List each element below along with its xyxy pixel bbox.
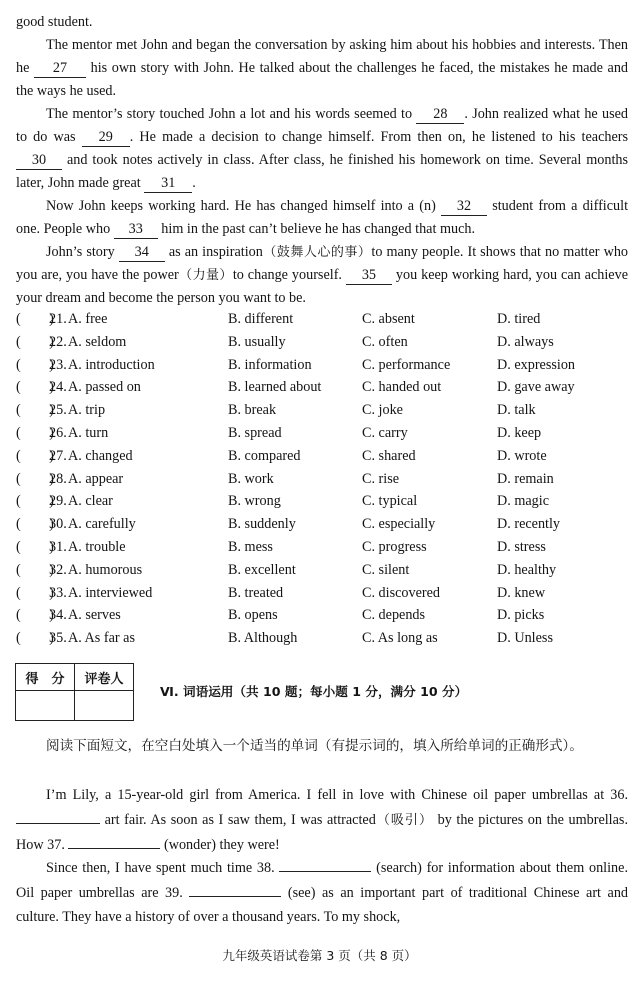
answer-paren[interactable]: ( )	[16, 470, 54, 487]
option-row	[16, 376, 628, 399]
question-number: 27.	[49, 447, 67, 464]
option-a: A. carefully	[68, 516, 136, 533]
option-row	[16, 559, 628, 582]
options-list	[16, 308, 628, 650]
option-d: D. healthy	[497, 561, 557, 578]
answer-paren[interactable]: ( )	[16, 516, 54, 533]
blank-39[interactable]	[189, 896, 281, 897]
passage-paragraph-2: The mentor’s story touched John a lot and his words seemed to 28 . John realized what he used to do was 29 . He made a decision to change himself. From then on, he listened to his teachers 30 and took notes actively in class. After class, he finished his homework on time. Several months later, John made great 31 .	[16, 106, 629, 191]
passage-paragraph-1: The mentor met John and began the conversation by asking him about his hobbies and interests. Then he 27 his own story with John. He talked about the challenges he faced, the mistakes he made and the ways he used.	[16, 37, 629, 99]
option-row	[16, 354, 628, 377]
answer-paren[interactable]: ( )	[16, 424, 54, 441]
option-b: B. opens	[228, 607, 278, 624]
answer-paren[interactable]: ( )	[16, 538, 54, 555]
option-c: C. carry	[362, 424, 408, 441]
option-b: B. wrong	[228, 493, 281, 510]
option-b: B. treated	[228, 584, 284, 601]
page-footer: 九年级英语试卷第 3 页（共 8 页）	[222, 948, 417, 963]
section-title: Ⅵ. 词语运用（共 10 题；每小题 1 分，满分 10 分）	[160, 684, 468, 699]
question-number: 28.	[49, 470, 67, 487]
answer-paren[interactable]: ( )	[16, 333, 54, 350]
option-row	[16, 445, 628, 468]
option-d: D. keep	[497, 424, 542, 441]
section6-paragraph-1: I’m Lily, a 15-year-old girl from America. I fell in love with Chinese oil paper umbrellas at 36. art fair. As soon as I saw them, I was attracted（吸引） by the pictures on the umbrellas. How 37. (wonder) they were!	[16, 787, 628, 853]
option-d: D. magic	[497, 493, 550, 510]
option-b: B. Although	[228, 630, 298, 647]
answer-paren[interactable]: ( )	[16, 607, 54, 624]
question-number: 30.	[49, 516, 67, 533]
blank-31: 31	[144, 175, 192, 193]
option-d: D. expression	[497, 356, 576, 373]
score-label: 得 分	[16, 664, 75, 691]
option-a: A. seldom	[68, 333, 127, 350]
option-d: D. gave away	[497, 379, 575, 396]
question-number: 29.	[49, 493, 67, 510]
blank-27: 27	[34, 60, 86, 78]
passage-paragraph-4: John’s story 34 as an inspiration（鼓舞人心的事）to many people. It shows that no matter who you are, you have the power（力量）to change yourself. 35 you keep working hard, you can achieve your dream and become the person you want to be.	[16, 244, 629, 306]
option-row	[16, 513, 628, 536]
option-d: D. tired	[497, 311, 541, 327]
option-d: D. stress	[497, 538, 546, 555]
option-row	[16, 536, 628, 559]
option-a: A. interviewed	[68, 584, 153, 601]
option-d: D. picks	[497, 607, 545, 624]
option-d: D. knew	[497, 584, 546, 601]
option-a: A. clear	[68, 493, 113, 510]
answer-paren[interactable]: ( )	[16, 493, 54, 510]
option-b: B. excellent	[228, 561, 296, 578]
option-c: C. shared	[362, 447, 416, 464]
option-row	[16, 399, 628, 422]
option-a: A. turn	[68, 424, 109, 441]
option-d: D. remain	[497, 470, 554, 487]
option-c: C. performance	[362, 356, 451, 373]
option-c: C. absent	[362, 311, 415, 327]
answer-paren[interactable]: ( )	[16, 311, 54, 327]
grader-cell[interactable]	[75, 691, 134, 721]
question-number: 26.	[49, 424, 67, 441]
answer-paren[interactable]: ( )	[16, 379, 54, 396]
option-row	[16, 308, 628, 331]
score-cell[interactable]	[16, 691, 75, 721]
blank-29: 29	[82, 129, 130, 147]
blank-32: 32	[441, 198, 487, 216]
option-row	[16, 468, 628, 491]
question-number: 34.	[49, 607, 67, 624]
option-c: C. often	[362, 333, 408, 350]
option-a: A. introduction	[68, 356, 155, 373]
option-c: C. As long as	[362, 630, 438, 647]
option-b: B. work	[228, 470, 274, 487]
section6-paragraph-2: Since then, I have spent much time 38. (search) for information about them online. Oil paper umbrellas are 39. (see) as an important part of traditional Chinese art and culture. They have a history of over a thousand years. To my shock,	[16, 860, 629, 925]
option-c: C. joke	[362, 402, 403, 419]
option-row	[16, 490, 628, 513]
question-number: 32.	[49, 561, 67, 578]
question-number: 31.	[49, 538, 67, 555]
option-row	[16, 331, 628, 354]
blank-28: 28	[416, 106, 464, 124]
option-c: C. silent	[362, 561, 410, 578]
question-number: 35.	[49, 630, 67, 647]
option-b: B. spread	[228, 424, 282, 441]
blank-36[interactable]	[16, 823, 100, 824]
option-a: A. As far as	[68, 630, 135, 647]
option-c: C. progress	[362, 538, 427, 555]
option-row	[16, 422, 628, 445]
option-b: B. usually	[228, 333, 286, 350]
passage-line-0: good student.	[16, 14, 93, 30]
blank-30: 30	[16, 152, 62, 170]
option-row	[16, 582, 628, 605]
grader-label: 评卷人	[75, 664, 134, 691]
option-d: D. always	[497, 333, 554, 350]
option-b: B. different	[228, 311, 294, 327]
answer-paren[interactable]: ( )	[16, 561, 54, 578]
blank-37[interactable]	[68, 848, 160, 849]
blank-33: 33	[114, 221, 158, 239]
option-b: B. mess	[228, 538, 273, 555]
option-row	[16, 627, 628, 650]
question-number: 23.	[49, 356, 67, 373]
question-number: 24.	[49, 379, 67, 396]
option-a: A. appear	[68, 470, 124, 487]
score-box	[15, 663, 134, 721]
question-number: 22.	[49, 333, 67, 350]
option-b: B. break	[228, 402, 277, 419]
question-number: 21.	[49, 311, 67, 327]
answer-paren[interactable]: ( )	[16, 447, 54, 464]
option-a: A. humorous	[68, 561, 143, 578]
blank-35: 35	[346, 267, 392, 285]
option-a: A. serves	[68, 607, 121, 624]
option-b: B. information	[228, 356, 312, 373]
option-c: C. depends	[362, 607, 426, 624]
option-c: C. typical	[362, 493, 418, 510]
answer-paren[interactable]: ( )	[16, 584, 54, 601]
option-b: B. suddenly	[228, 516, 296, 533]
answer-paren[interactable]: ( )	[16, 402, 54, 419]
option-b: B. learned about	[228, 379, 322, 396]
option-a: A. passed on	[68, 379, 141, 396]
option-row	[16, 604, 628, 627]
option-d: D. wrote	[497, 447, 547, 464]
option-b: B. compared	[228, 447, 301, 464]
question-number: 25.	[49, 402, 67, 419]
question-number: 33.	[49, 584, 67, 601]
answer-paren[interactable]: ( )	[16, 630, 54, 647]
answer-paren[interactable]: ( )	[16, 356, 54, 373]
option-c: C. handed out	[362, 379, 442, 396]
option-a: A. changed	[68, 447, 133, 464]
option-a: A. trouble	[68, 538, 126, 555]
option-c: C. especially	[362, 516, 436, 533]
blank-38[interactable]	[279, 871, 371, 872]
option-d: D. recently	[497, 516, 561, 533]
option-a: A. free	[68, 311, 108, 327]
blank-34: 34	[119, 244, 165, 262]
option-c: C. discovered	[362, 584, 441, 601]
option-c: C. rise	[362, 470, 400, 487]
passage-paragraph-3: Now John keeps working hard. He has changed himself into a (n) 32 student from a difficult one. People who 33 him in the past can’t believe he has changed that much.	[16, 198, 629, 237]
option-d: D. talk	[497, 402, 536, 419]
option-d: D. Unless	[497, 630, 553, 647]
section-instruction: 阅读下面短文，在空白处填入一个适当的单词（有提示词的，填入所给单词的正确形式）。	[46, 738, 583, 754]
option-a: A. trip	[68, 402, 106, 419]
